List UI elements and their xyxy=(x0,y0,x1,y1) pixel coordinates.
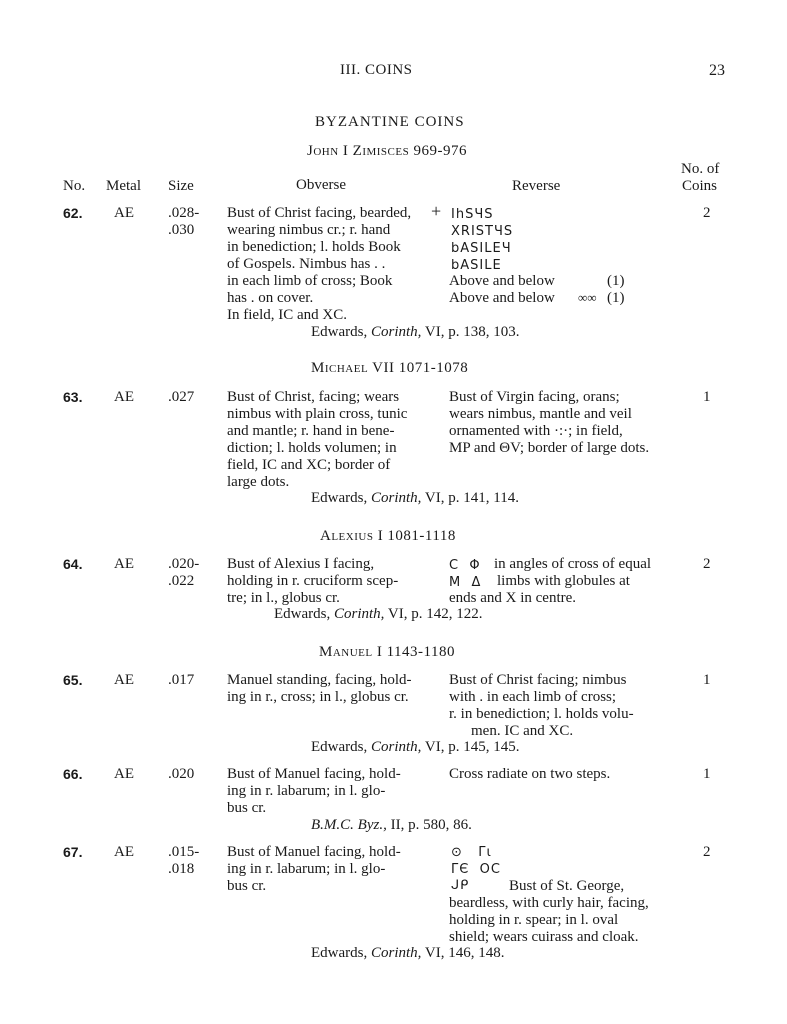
obverse-line: ing in r., cross; in l., globus cr. xyxy=(227,689,409,705)
reverse-letters: ⊙ Γι xyxy=(451,845,492,860)
ref-rest: VI, 146, 148. xyxy=(424,945,505,961)
obverse-line: Bust of Manuel facing, hold- xyxy=(227,766,401,782)
reference xyxy=(311,945,505,962)
obverse-line: bus cr. xyxy=(227,878,267,894)
reign-heading-manuel: Manuel I 1143-1180 xyxy=(319,644,455,660)
ref-author: Edwards, xyxy=(311,739,368,755)
legend-line: IhSЧS xyxy=(451,207,494,222)
obverse-line: In field, IC and XC. xyxy=(227,307,347,323)
obverse-line: ing in r. labarum; in l. glo- xyxy=(227,783,386,799)
reign-heading-john: John I Zimisces 969-976 xyxy=(307,143,467,159)
size: .017 xyxy=(168,672,195,688)
metal: AE xyxy=(114,672,134,688)
metal: AE xyxy=(114,389,134,405)
col-header-count-2: Coins xyxy=(682,178,718,194)
metal: AE xyxy=(114,205,134,221)
obverse-line: and mantle; r. hand in bene- xyxy=(227,423,395,439)
entry-number: 62. xyxy=(63,205,83,221)
reference xyxy=(311,817,472,834)
reverse-line: ends and X in centre. xyxy=(449,590,577,606)
obverse-line: Bust of Alexius I facing, xyxy=(227,556,375,572)
col-header-obverse: Obverse xyxy=(296,177,346,193)
size: .028- xyxy=(168,205,200,221)
size: .027 xyxy=(168,389,195,405)
coin-count: 2 xyxy=(703,556,711,572)
reference xyxy=(311,739,520,756)
size: .030 xyxy=(168,222,195,238)
size: .020- xyxy=(168,556,200,572)
variant-count: (1) xyxy=(607,273,625,289)
size: .020 xyxy=(168,766,195,782)
ref-work: Corinth, xyxy=(371,490,422,506)
obverse-line: has . on cover. xyxy=(227,290,314,306)
reverse-line: limbs with globules at xyxy=(497,573,630,589)
coin-count: 1 xyxy=(703,766,711,782)
ref-author: Edwards, xyxy=(274,606,331,622)
reference xyxy=(311,324,520,341)
obverse-line: Bust of Christ, facing; wears xyxy=(227,389,400,405)
obverse-line: large dots. xyxy=(227,474,290,490)
col-header-reverse: Reverse xyxy=(512,178,561,194)
reign-heading-alexius: Alexius I 1081-1118 xyxy=(320,528,456,544)
page-number: 23 xyxy=(709,62,725,79)
obverse-line: field, IC and XC; border of xyxy=(227,457,391,473)
reverse-line: men. IC and XC. xyxy=(471,723,574,739)
obverse-line: diction; l. holds volumen; in xyxy=(227,440,397,456)
size: .018 xyxy=(168,861,195,877)
reverse-line: Cross radiate on two steps. xyxy=(449,766,611,782)
metal: AE xyxy=(114,556,134,572)
ref-rest: VI, p. 141, 114. xyxy=(424,490,519,506)
reference xyxy=(274,606,483,623)
reverse-line: holding in r. spear; in l. oval xyxy=(449,912,619,928)
reverse-letters: M Δ xyxy=(449,575,482,590)
entry-number: 63. xyxy=(63,389,83,405)
obverse-line: of Gospels. Nimbus has . . xyxy=(227,256,386,272)
obverse-line: wearing nimbus cr.; r. hand xyxy=(227,222,391,238)
obverse-line: in each limb of cross; Book xyxy=(227,273,393,289)
col-header-no: No. xyxy=(63,178,86,194)
ref-work: B.M.C. Byz., xyxy=(311,817,387,833)
reverse-line: Above and below xyxy=(449,273,555,289)
reverse-letters: ΓЄ OC xyxy=(451,862,501,877)
legend-line: bASILE xyxy=(451,258,502,273)
obverse-line: Bust of Manuel facing, hold- xyxy=(227,844,401,860)
ref-rest: II, p. 580, 86. xyxy=(390,817,472,833)
entry-number: 66. xyxy=(63,766,83,782)
obverse-line: tre; in l., globus cr. xyxy=(227,590,340,606)
obverse-line: Manuel standing, facing, hold- xyxy=(227,672,412,688)
reverse-line: ornamented with ·:·; in field, xyxy=(449,423,623,439)
entry-number: 67. xyxy=(63,844,83,860)
linked-rings-symbol: ∞∞ xyxy=(578,290,597,305)
coin-count: 1 xyxy=(703,389,711,405)
ref-rest: VI, p. 145, 145. xyxy=(424,739,520,755)
ref-work: Corinth, xyxy=(334,606,385,622)
variant-count: (1) xyxy=(607,290,625,306)
reverse-line: wears nimbus, mantle and veil xyxy=(449,406,632,422)
reverse-line: shield; wears cuirass and cloak. xyxy=(449,929,639,945)
reverse-line: Bust of St. George, xyxy=(509,878,625,894)
ref-work: Corinth, xyxy=(371,945,422,961)
col-header-count-1: No. of xyxy=(681,161,720,177)
obverse-line: ing in r. labarum; in l. glo- xyxy=(227,861,386,877)
obverse-line: nimbus with plain cross, tunic xyxy=(227,406,408,422)
size: .022 xyxy=(168,573,195,589)
section-title: BYZANTINE COINS xyxy=(315,114,465,130)
reverse-letters: ᒍᑭ xyxy=(451,878,470,893)
coin-count: 1 xyxy=(703,672,711,688)
reverse-line: Bust of Virgin facing, orans; xyxy=(449,389,620,405)
obverse-line: Bust of Christ facing, bearded, xyxy=(227,205,412,221)
ref-author: Edwards, xyxy=(311,324,368,340)
entry-number: 64. xyxy=(63,556,83,572)
metal: AE xyxy=(114,844,134,860)
ref-author: Edwards, xyxy=(311,945,368,961)
reverse-letters: C Φ xyxy=(449,558,481,573)
coin-count: 2 xyxy=(703,205,711,221)
running-head: III. COINS xyxy=(340,62,413,78)
reverse-line: in angles of cross of equal xyxy=(494,556,652,572)
reverse-line: r. in benediction; l. holds volu- xyxy=(449,706,634,722)
obverse-line: holding in r. cruciform scep- xyxy=(227,573,399,589)
size: .015- xyxy=(168,844,200,860)
legend-line: bASILEЧ xyxy=(451,241,512,256)
reverse-line: beardless, with curly hair, facing, xyxy=(449,895,649,911)
reference xyxy=(311,490,519,507)
obverse-line: in benediction; l. holds Book xyxy=(227,239,401,255)
obverse-line: bus cr. xyxy=(227,800,267,816)
ref-author: Edwards, xyxy=(311,490,368,506)
reign-heading-michael: Michael VII 1071-1078 xyxy=(311,360,469,376)
ref-rest: VI, p. 142, 122. xyxy=(387,606,483,622)
reverse-line: with . in each limb of cross; xyxy=(449,689,617,705)
reverse-line: Above and below xyxy=(449,290,555,306)
entry-number: 65. xyxy=(63,672,83,688)
col-header-metal: Metal xyxy=(106,178,141,194)
ref-rest: VI, p. 138, 103. xyxy=(424,324,520,340)
metal: AE xyxy=(114,766,134,782)
cross-symbol: + xyxy=(431,201,442,221)
coin-count: 2 xyxy=(703,844,711,860)
reverse-line: MP and ΘV; border of large dots. xyxy=(449,440,650,456)
ref-work: Corinth, xyxy=(371,739,422,755)
legend-line: XRISTЧS xyxy=(451,224,514,239)
col-header-size: Size xyxy=(168,178,194,194)
ref-work: Corinth, xyxy=(371,324,422,340)
reverse-line: Bust of Christ facing; nimbus xyxy=(449,672,627,688)
